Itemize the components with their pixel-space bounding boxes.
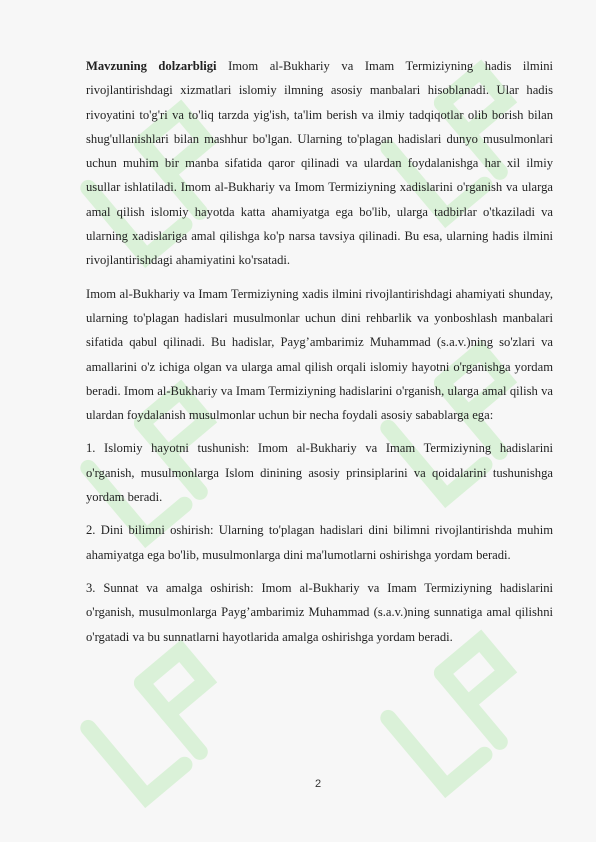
page-number: 2 [314, 778, 322, 790]
paragraph-relevance [86, 54, 553, 273]
paragraph-heading: Mavzuning dolzarbligi [86, 59, 217, 73]
paragraph-text: Imom al-Bukhariy va Imam Termiziyning hadis ilmini rivojlantirishdagi xizmatlari islomiy ilmning asosiy manbalari hisoblanadi. Ular hadis rivoyatini to'g'ri va to'liq tarzda yig'ish, ta'lim berish va ilmiy tadqiqotlar olib borish bilan shug'ullanishlari bilan mashhur bo'lgan. Ularning to'plagan hadislari dunyo musulmonlari uchun muhim bir manba sifatida qaror qilinadi va ulardan foydalanishga har xil ilmiy usullar ishlatiladi. Imom al-Bukhariy va Imom Termiziyning xadislarini o'rganish va ularga amal qilish islomiy hayotda katta ahamiyatga ega bo'lib, ularga tadbirlar o'tkaziladi va ularning xadislariga amal qilishga ko'p narsa tavsiya qilinadi. Bu esa, ularning hadis ilmini rivojlantirishdagi ahamiyatini ko'rsatadi. [86, 59, 553, 268]
paragraph-significance: Imom al-Bukhariy va Imam Termiziyning xadis ilmini rivojlantirishdagi ahamiyati shunday, ularning to'plagan hadislari musulmonlar uchun dini rehbarlik va yonboshlash manbalari sifatida qabul qilinadi. Bu hadislar, Payg’ambarimiz Muhammad (s.a.v.)ning so'zlari va amallarini o'z ichiga olgan va ularga amal qilish orqali islomiy hayotni o'rganishga yordam beradi. Imom al-Bukhariy va Imam Termiziyning hadislarini o'rganish, ularga amal qilish va ulardan foydalanish musulmonlar uchun bir necha foydali asosiy sabablarga ega: [86, 286, 553, 423]
document-body [86, 54, 553, 658]
list-item-3: 3. Sunnat va amalga oshirish: Imom al-Bukhariy va Imam Termiziyning hadislarini o'rganish, musulmonlarga Payg’ambarimiz Muhammad (s.a.v.)ning sunnatiga amal qilishni o'rgatadi va bu sunnatlarni hayotlarida amalga oshirishga yordam beradi. [86, 580, 553, 644]
list-item-1: 1. Islomiy hayotni tushunish: Imom al-Bukhariy va Imam Termiziyning hadislarini o'rganish, musulmonlarga Islom dinining asosiy prinsiplarini va qoidalarini tushunishga yordam beradi. [86, 441, 553, 505]
list-item-2: 2. Dini bilimni oshirish: Ularning to'plagan hadislari dini bilimni rivojlantirishda muhim ahamiyatga ega bo'lib, musulmonlarga dini ma'lumotlarni oshirishga yordam beradi. [86, 523, 553, 562]
